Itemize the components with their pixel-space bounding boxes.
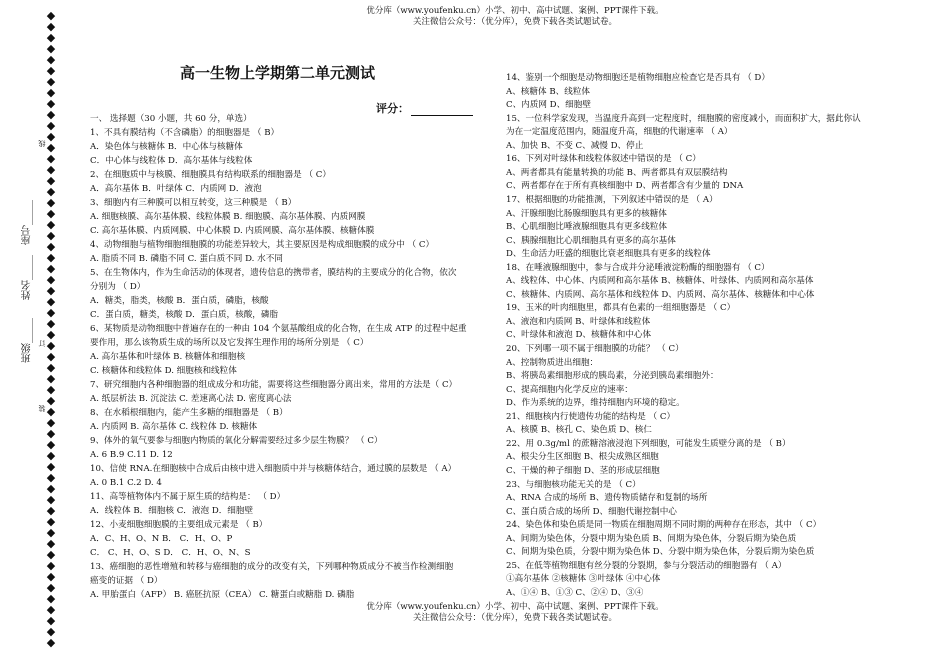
binding-dot: ◆: [46, 449, 56, 462]
question-line: A. 0 B.1 C.2 D. 4: [90, 478, 162, 488]
question-line: B、心肌细胞比唾液腺细胞具有更多线粒体: [506, 222, 668, 233]
binding-dot: ◆: [46, 163, 56, 176]
binding-dot: ◆: [46, 218, 56, 231]
question-line: A、加快 B、不变 C、减慢 D、停止: [506, 140, 644, 151]
binding-dot: ◆: [46, 20, 56, 33]
score-field: [376, 100, 473, 116]
question-line: 25、在低等植物细胞有丝分裂的分裂期，参与分裂活动的细胞器有 （ A）: [506, 560, 787, 571]
question-line: C．蛋白质，糖类，核酸 D．蛋白质，核酸，磷脂: [90, 310, 279, 320]
question-line: A. 细胞核膜、高尔基体膜、线粒体膜 B. 细胞膜、高尔基体膜、内质网膜: [90, 212, 366, 222]
question-line: ①高尔基体 ②核糖体 ③叶绿体 ④中心体: [506, 574, 661, 585]
page-header: [260, 6, 770, 28]
binding-dot: ◆: [46, 504, 56, 517]
binding-dot: ◆: [46, 42, 56, 55]
binding-dot: ◆: [46, 273, 56, 286]
binding-margin-dots: [44, 10, 60, 650]
question-line: A、核糖体 B、线粒体: [506, 86, 591, 97]
question-line: A、汗腺细胞比肠腺细胞具有更多的核糖体: [506, 208, 667, 219]
binding-dot: ◆: [46, 64, 56, 77]
question-line: A、间期为染色体，分裂中期为染色质 B、间期为染色体，分裂后期为染色质: [506, 533, 797, 544]
question-line: A. 6 B.9 C.11 D. 12: [90, 450, 173, 460]
class-label: [22, 318, 34, 363]
binding-dot: ◆: [46, 75, 56, 88]
binding-dot: ◆: [46, 251, 56, 264]
question-line: 14、鉴别一个细胞是动物细胞还是植物细胞应检查它是否具有 （ D）: [506, 73, 770, 83]
question-line: C、蛋白质合成的场所 D、细胞代谢控制中心: [506, 506, 677, 517]
name-blank: _____: [22, 255, 33, 280]
question-line: 一、 选择题（30 小题，共 60 分，单选）: [90, 114, 252, 124]
header-line-2: 关注微信公众号：（优分库），免费下载各类试题试卷。: [412, 17, 617, 27]
question-line: 5、在生物体内，作为生命活动的体现者，遗传信息的携带者，膜结构的主要成分的化合物，依次: [90, 268, 457, 278]
binding-dot: ◆: [46, 383, 56, 396]
score-blank: [411, 103, 473, 116]
question-line: A．C、H、O、N B． C．H、O、P: [90, 534, 233, 544]
question-line: A、根尖分生区细胞 B、根尖成熟区细胞: [506, 452, 659, 463]
question-line: 7、研究细胞内各种细胞器的组成成分和功能，需要将这些细胞器分离出来，常用的方法是（ C）: [90, 380, 458, 390]
question-line: C、胰腺细胞比心肌细胞具有更多的高尔基体: [506, 235, 676, 246]
question-line: 12、小麦细胞细胞膜的主要组成元素是 （ B）: [90, 520, 268, 530]
question-line: A. 高尔基体和叶绿体 B. 核糖体和细胞核: [90, 352, 246, 362]
footer-line-1: 优分库（www.youfenku.cn）小学、初中、高中试题、案例、PPT课件下载。: [366, 602, 664, 612]
binding-dot: ◆: [46, 636, 56, 649]
question-line: C、核糖体、内质网、高尔基体和线粒体 D、内质网、高尔基体、核糖体和中心体: [506, 289, 815, 300]
question-line: A、①④ B、①③ C、②④ D、③④: [506, 587, 644, 598]
question-line: 23、与细胞核功能无关的是 （ C）: [506, 479, 641, 490]
question-line: D、生命活力旺盛的细胞比衰老细胞具有更多的线粒体: [506, 249, 711, 260]
seat-blank: _____: [22, 200, 33, 225]
question-line: 癌变的证据 （ D）: [90, 576, 163, 586]
question-line: C、两者都存在于所有真核细胞中 D、两者都含有少量的 DNA: [506, 181, 744, 192]
question-line: D、作为系统的边界，维持细胞内环境的稳定。: [506, 398, 685, 409]
question-line: 24、染色体和染色质是同一物质在细胞周期不同时期的两种存在形态，其中 （ C）: [506, 520, 822, 531]
question-line: 17、根据细胞的功能推测，下列叙述中错误的是 （ A）: [506, 194, 718, 205]
binding-dot: ◆: [46, 548, 56, 561]
binding-dot: ◆: [46, 592, 56, 605]
binding-dot: ◆: [46, 581, 56, 594]
binding-dot: ◆: [46, 460, 56, 473]
binding-dot: ◆: [46, 416, 56, 429]
question-line: A、两者都具有能量转换的功能 B、两者都具有双层膜结构: [506, 167, 728, 178]
binding-dot: ◆: [46, 141, 56, 154]
question-line: C．中心体与线粒体 D．高尔基体与线粒体: [90, 156, 253, 166]
binding-dot: ◆: [46, 339, 56, 352]
seat-label-text: 座号: [22, 225, 33, 245]
binding-dot: ◆: [46, 229, 56, 242]
question-line: A．糖类，脂类，核酸 B．蛋白质，磷脂，核酸: [90, 296, 269, 306]
question-line: 4、动物细胞与植物细胞细胞膜的功能差异较大，其主要原因是构成细胞膜的成分中 （ C）: [90, 240, 435, 250]
binding-dot: ◆: [46, 86, 56, 99]
binding-dot: ◆: [46, 537, 56, 550]
question-line: C. 核糖体和线粒体 D. 细胞核和线粒体: [90, 366, 237, 376]
question-line: 1、不具有膜结构（不含磷脂）的细胞器是 （ B）: [90, 128, 280, 138]
question-line: C、间期为染色质，分裂中期为染色体 D、分裂中期为染色体，分裂后期为染色质: [506, 547, 815, 558]
question-line: 18、在唾液腺细胞中，参与合成并分泌唾液淀粉酶的细胞器有 （ C）: [506, 262, 770, 273]
question-line: 19、玉米的叶肉细胞里，都具有色素的一组细胞器是 （ C）: [506, 303, 736, 314]
name-label-text: 姓名: [22, 280, 33, 300]
binding-dot: ◆: [46, 174, 56, 187]
question-line: 3、细胞内有三种膜可以相互转变，这三种膜是 （ B）: [90, 198, 297, 208]
question-line: C. 高尔基体膜、内质网膜、中心体膜 D. 内质网膜、高尔基体膜、核糖体膜: [90, 226, 375, 236]
binding-dot: ◆: [46, 328, 56, 341]
question-line: 15、一位科学家发现，当温度升高到一定程度时，细胞膜的密度减小，而面积扩大，据此你认: [506, 113, 861, 124]
binding-mark-fold: 装: [38, 405, 46, 412]
question-line: 9、体外的氧气要参与细胞内物质的氧化分解需要经过多少层生物膜？ （ C）: [90, 436, 383, 446]
question-line: A、液泡和内质网 B、叶绿体和线粒体: [506, 316, 651, 327]
binding-dot: ◆: [46, 372, 56, 385]
page-title: 高一生物上学期第二单元测试: [180, 64, 376, 82]
binding-dot: ◆: [46, 295, 56, 308]
binding-dot: ◆: [46, 284, 56, 297]
question-line: 为在一定温度范围内，随温度升高，细胞的代谢速率 （ A）: [506, 127, 733, 138]
question-line: A、核膜 B、核孔 C、染色质 D、核仁: [506, 425, 652, 436]
question-line: A、RNA 合成的场所 B、遗传物质储存和复制的场所: [506, 493, 708, 504]
binding-dot: ◆: [46, 97, 56, 110]
binding-mark-line: 线: [38, 140, 46, 147]
question-line: A. 甲胎蛋白（AFP） B. 癌胚抗原（CEA） C. 糖蛋白或糖脂 D. 磷脂: [90, 590, 355, 600]
binding-dot: ◆: [46, 559, 56, 572]
binding-dot: ◆: [46, 9, 56, 22]
question-line: A．线粒体 B．细胞核 C．液泡 D．细胞壁: [90, 506, 254, 516]
binding-dot: ◆: [46, 614, 56, 627]
binding-dot: ◆: [46, 515, 56, 528]
binding-dot: ◆: [46, 625, 56, 638]
binding-mark-bind: 订: [38, 340, 46, 347]
question-line: 20、下列哪一项不属于细胞膜的功能？ （ C）: [506, 344, 684, 354]
question-line: 10、信使 RNA.在细胞核中合成后由核中进入细胞质中并与核糖体结合，通过膜的层数是 （ A）: [90, 464, 457, 474]
binding-dot: ◆: [46, 471, 56, 484]
binding-dot: ◆: [46, 394, 56, 407]
binding-dot: ◆: [46, 306, 56, 319]
binding-dot: ◆: [46, 603, 56, 616]
page-footer: [260, 602, 770, 624]
question-line: 11、高等植物体内不属于原生质的结构是： （ D）: [90, 492, 286, 502]
seat-label: [22, 200, 34, 245]
class-blank: _____: [22, 318, 33, 343]
question-line: 13、癌细胞的恶性增殖和转移与癌细胞的成分的改变有关，下列哪种物质成分不被当作检测细胞: [90, 562, 454, 572]
question-line: C、叶绿体和液泡 D、核糖体和中心体: [506, 330, 652, 341]
binding-dot: ◆: [46, 405, 56, 418]
binding-dot: ◆: [46, 152, 56, 165]
binding-dot: ◆: [46, 108, 56, 121]
footer-line-2: 关注微信公众号：（优分库），免费下载各类试题试卷。: [412, 613, 617, 623]
question-line: A. 纸层析法 B. 沉淀法 C. 差速离心法 D. 密度离心法: [90, 394, 292, 404]
question-line: A、控制物质进出细胞：: [506, 357, 599, 368]
question-line: C． C、H、O、S D． C．H、O、N、S: [90, 548, 251, 558]
question-line: 22、用 0.3g/ml 的蔗糖溶液浸泡下列细胞，可能发生质壁分离的是 （ B）: [506, 438, 791, 449]
question-line: 6、某物质是动物细胞中普遍存在的一种由 104 个氨基酸组成的化合物，在生成 ATP 的过程中起重: [90, 324, 467, 334]
binding-dot: ◆: [46, 240, 56, 253]
question-line: 分别为 （ D）: [90, 282, 146, 292]
question-line: A. 内质网 B. 高尔基体 C. 线粒体 D. 核糖体: [90, 422, 258, 432]
score-label: 评分：: [376, 102, 409, 115]
binding-dot: ◆: [46, 130, 56, 143]
name-label: [22, 255, 34, 300]
question-line: C、干燥的种子细胞 D、茎的形成层细胞: [506, 465, 660, 476]
question-line: 21、细胞核内行使遗传功能的结构是 （ C）: [506, 411, 676, 422]
binding-dot: ◆: [46, 526, 56, 539]
class-label-text: 班级: [22, 343, 33, 363]
question-line: A．染色体与核糖体 B．中心体与核糖体: [90, 142, 243, 152]
binding-dot: ◆: [46, 31, 56, 44]
header-line-1: 优分库（www.youfenku.cn）小学、初中、高中试题、案例、PPT课件下载。: [366, 6, 664, 16]
binding-dot: ◆: [46, 317, 56, 330]
binding-dot: ◆: [46, 119, 56, 132]
question-line: C、提高细胞内化学反应的速率：: [506, 384, 633, 395]
binding-dot: ◆: [46, 570, 56, 583]
binding-dot: ◆: [46, 207, 56, 220]
binding-dot: ◆: [46, 361, 56, 374]
binding-dot: ◆: [46, 53, 56, 66]
question-line: A、线粒体、中心体、内质网和高尔基体 B、核糖体、叶绿体、内质网和高尔基体: [506, 276, 814, 287]
binding-dot: ◆: [46, 196, 56, 209]
question-line: B、将胰岛素细胞形成的胰岛素，分泌到胰岛素细胞外：: [506, 371, 719, 382]
question-line: A. 脂质不同 B. 磷脂不同 C. 蛋白质不同 D. 水不同: [90, 254, 283, 264]
binding-dot: ◆: [46, 482, 56, 495]
binding-dot: ◆: [46, 262, 56, 275]
binding-dot: ◆: [46, 427, 56, 440]
question-line: 8、在水稻根细胞内，能产生多糖的细胞器是 （ B）: [90, 408, 288, 418]
question-line: 16、下列对叶绿体和线粒体叙述中错误的是 （ C）: [506, 154, 701, 165]
question-line: C、内质网 D、细胞壁: [506, 100, 591, 111]
binding-dot: ◆: [46, 185, 56, 198]
binding-dot: ◆: [46, 350, 56, 363]
binding-dot: ◆: [46, 493, 56, 506]
binding-dot: ◆: [46, 438, 56, 451]
question-line: A．高尔基体 B．叶绿体 C．内质网 D．液泡: [90, 184, 262, 194]
question-line: 2、在细胞质中与核膜、细胞膜具有结构联系的细胞器是 （ C）: [90, 170, 331, 180]
question-line: 要作用，那么该物质生成的场所以及它发挥生理作用的场所分别是 （ C）: [90, 338, 369, 348]
